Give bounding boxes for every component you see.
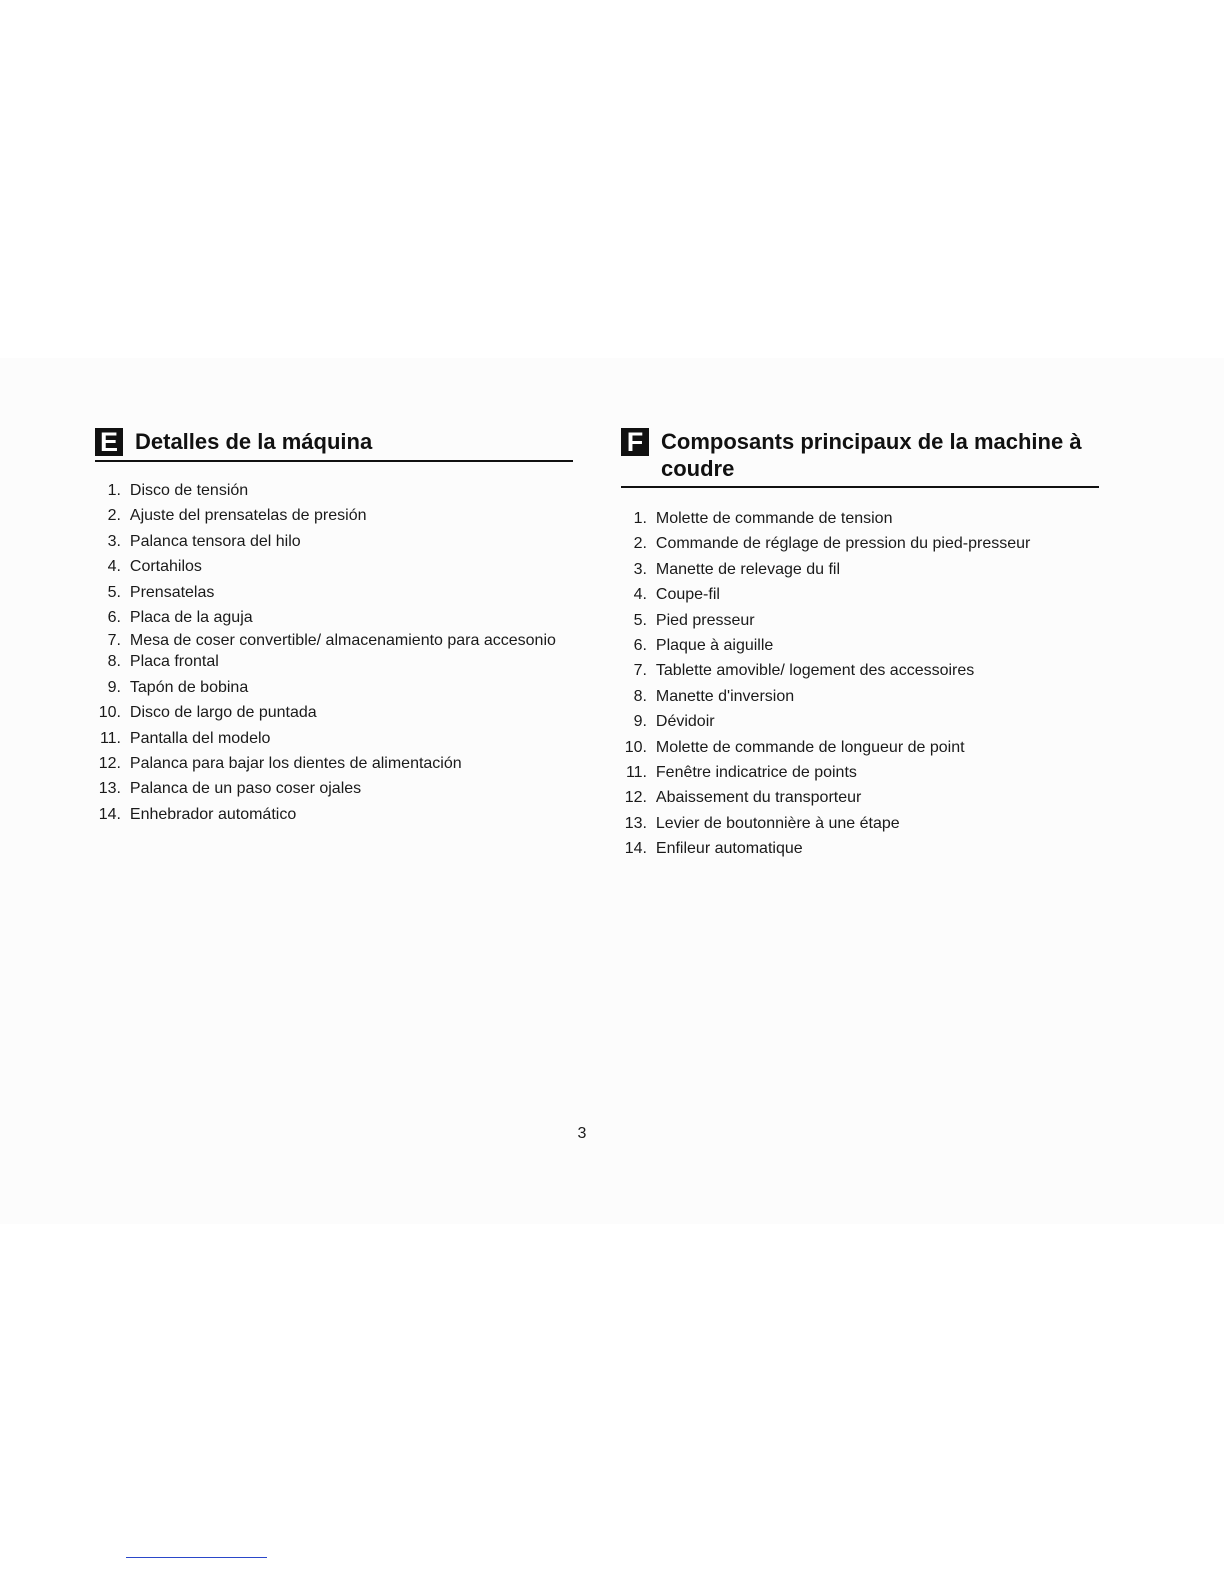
item-number: 14. (98, 805, 121, 823)
item-text: Molette de commande de tension (655, 510, 893, 527)
section-spanish-machine-details (95, 428, 573, 827)
list-item (95, 478, 573, 503)
item-text: Pantalla del modelo (129, 729, 271, 747)
item-number: 4. (107, 558, 121, 576)
item-text: Fenêtre indicatrice de points (655, 764, 857, 782)
item-text: Manette d'inversion (655, 687, 795, 705)
list-item (95, 632, 573, 650)
list-item (621, 633, 1099, 658)
item-text: Coupe-fil (655, 586, 720, 604)
item-text: Dévidoir (655, 713, 715, 731)
item-text: Pied presseur (655, 611, 755, 629)
item-number: 5. (633, 611, 647, 629)
section-letter-badge: F (621, 428, 649, 456)
list-item (621, 811, 1099, 836)
item-text: Placa frontal (129, 653, 219, 671)
list-item (621, 785, 1099, 810)
list-item (95, 554, 573, 579)
section-title: Composants principaux de la machine à coudre (661, 429, 1082, 481)
item-text: Molette de commande de longueur de point (655, 738, 965, 756)
item-number: 6. (633, 637, 647, 655)
page-number: 3 (577, 1125, 587, 1142)
list-item (95, 802, 573, 827)
item-text: Manette de relevage du fil (655, 560, 841, 578)
list-item (95, 726, 573, 751)
section-title: Detalles de la máquina (135, 429, 373, 454)
item-text: Palanca de un paso coser ojales (129, 780, 362, 798)
item-text: Palanca para bajar los dientes de alimentación (129, 755, 462, 773)
item-number: 4. (633, 586, 647, 604)
item-number: 7. (107, 632, 121, 650)
item-text: Palanca tensora del hilo (129, 532, 301, 550)
item-number: 10. (98, 704, 121, 722)
list-item (621, 684, 1099, 709)
item-number: 3. (107, 532, 121, 550)
item-text: Mesa de coser convertible/ almacenamiento para accesonio (129, 632, 556, 650)
item-text: Levier de boutonnière à une étape (655, 814, 900, 832)
item-number: 13. (624, 814, 647, 832)
list-item (95, 580, 573, 605)
list-item (621, 582, 1099, 607)
list-item (621, 760, 1099, 785)
item-number: 5. (107, 583, 121, 601)
item-number: 12. (98, 755, 121, 773)
item-number: 9. (633, 713, 647, 731)
item-text: Ajuste del prensatelas de presión (129, 507, 367, 525)
item-number: 7. (633, 662, 647, 680)
list-item (621, 709, 1099, 734)
item-number: 3. (633, 560, 647, 578)
item-number: 2. (107, 507, 121, 525)
parts-list (95, 478, 573, 827)
item-number: 14. (624, 840, 647, 858)
list-item (95, 776, 573, 801)
list-item (95, 700, 573, 725)
list-item (95, 605, 573, 630)
item-text: Enhebrador automático (129, 805, 297, 823)
list-item (621, 531, 1099, 556)
item-number: 1. (107, 482, 121, 499)
item-text: Placa de la aguja (129, 609, 253, 627)
parts-list (621, 506, 1099, 862)
list-item (621, 608, 1099, 633)
item-number: 1. (633, 510, 647, 527)
item-text: Enfileur automatique (655, 840, 803, 858)
item-text: Tablette amovible/ logement des accessoires (655, 662, 975, 680)
item-number: 8. (107, 653, 121, 671)
list-item (621, 557, 1099, 582)
item-text: Prensatelas (129, 583, 215, 601)
item-number: 12. (624, 789, 647, 807)
section-french-main-components (621, 428, 1099, 862)
item-number: 6. (107, 609, 121, 627)
item-text: Disco de tensión (129, 482, 249, 499)
item-text: Plaque à aiguille (655, 637, 774, 655)
list-item (621, 836, 1099, 861)
item-number: 13. (98, 780, 121, 798)
item-number: 10. (624, 738, 647, 756)
item-text: Commande de réglage de pression du pied-presseur (655, 535, 1031, 553)
section-letter-badge: E (95, 428, 123, 456)
list-item (621, 658, 1099, 683)
section-header (95, 428, 573, 462)
list-item (95, 751, 573, 776)
item-number: 8. (633, 687, 647, 705)
item-text: Cortahilos (129, 558, 202, 576)
section-header (621, 428, 1099, 488)
item-text: Disco de largo de puntada (129, 704, 317, 722)
list-item (621, 735, 1099, 760)
item-number: 11. (625, 764, 647, 782)
item-number: 2. (633, 535, 647, 553)
list-item (95, 649, 573, 674)
list-item (95, 529, 573, 554)
list-item (621, 506, 1099, 531)
item-text: Abaissement du transporteur (655, 789, 862, 807)
footer-link-underline (126, 1557, 267, 1558)
item-number: 11. (99, 729, 121, 747)
list-item (95, 503, 573, 528)
list-item (95, 675, 573, 700)
item-text: Tapón de bobina (129, 678, 249, 696)
item-number: 9. (107, 678, 121, 696)
